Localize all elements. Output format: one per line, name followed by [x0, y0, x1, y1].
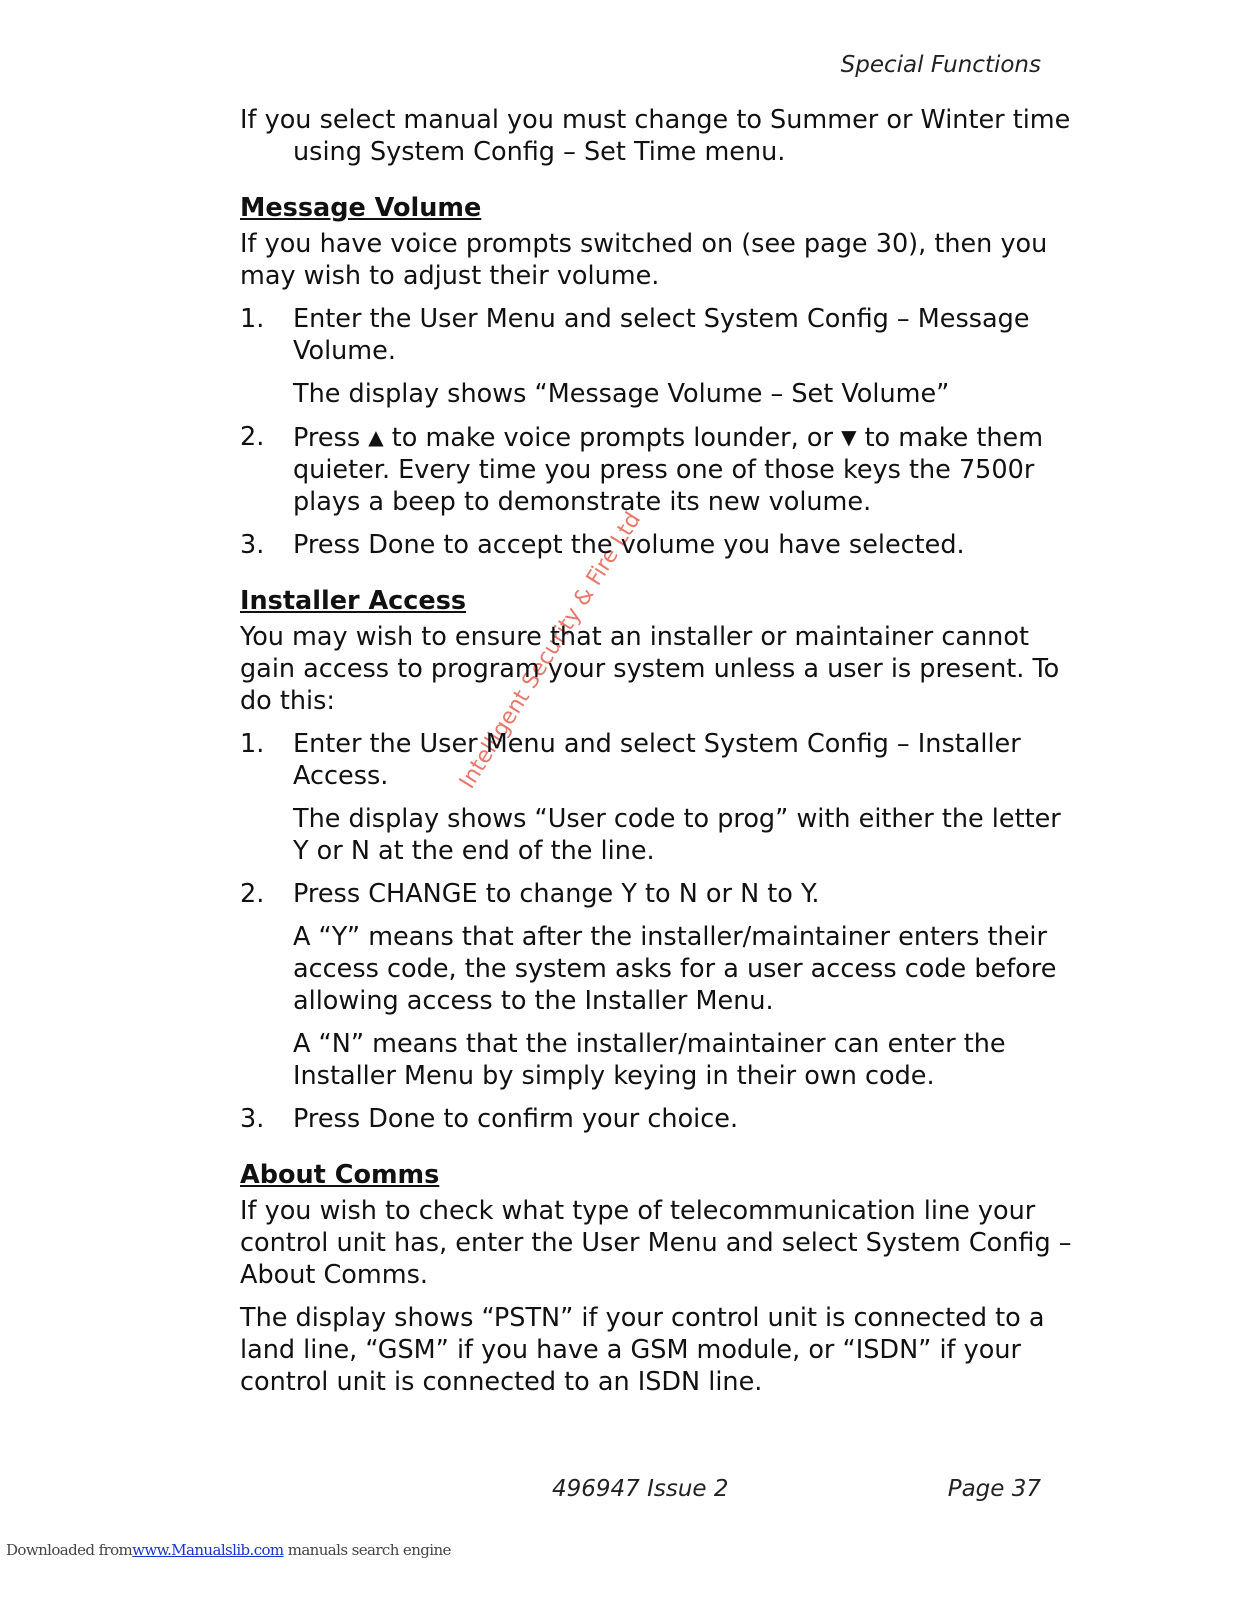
- step-number: 1.: [240, 729, 265, 759]
- step-number: 2.: [240, 422, 265, 452]
- message-volume-intro: If you have voice prompts switched on (see page 30), then you may wish to adjust their volume.: [240, 229, 1048, 291]
- message-volume-step-1: [240, 303, 1080, 367]
- download-suffix: manuals search engine: [287, 1541, 451, 1559]
- installer-access-note-n: A “N” means that the installer/maintainer can enter the Installer Menu by simply keying in their own code.: [293, 1029, 1006, 1091]
- installer-access-step-1-note: The display shows “User code to prog” with either the letter Y or N at the end of the line.: [293, 804, 1061, 866]
- step-text: Press CHANGE to change Y to N or N to Y.: [293, 879, 820, 909]
- installer-access-step-2: [240, 878, 1080, 910]
- step-text: Press Done to confirm your choice.: [293, 1104, 739, 1134]
- watermark: Intelligent Security & Fire Ltd: [455, 508, 647, 794]
- step-text-part: to make them quieter. Every time you press one of those keys the 7500r plays a beep to demonstrate its new volume.: [293, 423, 1044, 517]
- manualslib-link[interactable]: www.Manualslib.com: [132, 1541, 284, 1559]
- installer-access-note-y: A “Y” means that after the installer/maintainer enters their access code, the system asks for a user access code before allowing access to the Installer Menu.: [293, 922, 1057, 1016]
- step-number: 3.: [240, 530, 265, 560]
- step-number: 3.: [240, 1104, 265, 1134]
- message-volume-step-2: [240, 421, 1080, 518]
- step-number: 1.: [240, 304, 265, 334]
- heading-installer-access: Installer Access: [240, 586, 467, 616]
- step-text: Enter the User Menu and select System Config – Message Volume.: [293, 304, 1030, 366]
- heading-about-comms: About Comms: [240, 1160, 440, 1190]
- up-arrow-icon: ▲: [368, 425, 384, 449]
- intro-paragraph: If you select manual you must change to Summer or Winter time using System Config – Set Time menu.: [240, 105, 1071, 167]
- installer-access-intro: You may wish to ensure that an installer or maintainer cannot gain access to program your system unless a user is present. To do this:: [240, 622, 1060, 716]
- step-text-part: to make voice prompts lounder, or: [391, 423, 833, 453]
- step-text-part: Press: [293, 423, 361, 453]
- heading-message-volume: Message Volume: [240, 193, 482, 223]
- step-text: [293, 421, 1080, 518]
- about-comms-paragraph-1: If you wish to check what type of telecommunication line your control unit has, enter the User Menu and select System Config – About Comms.: [240, 1196, 1072, 1290]
- installer-access-step-3: [240, 1103, 1080, 1135]
- about-comms-paragraph-2: The display shows “PSTN” if your control unit is connected to a land line, “GSM” if you have a GSM module, or “ISDN” if your control unit is connected to an ISDN line.: [240, 1303, 1045, 1397]
- page-number: Page 37: [947, 1476, 1041, 1502]
- step-text: Press Done to accept the volume you have selected.: [293, 530, 965, 560]
- message-volume-step-1-note: The display shows “Message Volume – Set Volume”: [293, 379, 950, 409]
- page-content: [240, 104, 1080, 1409]
- running-header: Special Functions: [840, 52, 1041, 78]
- installer-access-step-1: [240, 728, 1080, 792]
- download-credit: [6, 1541, 451, 1559]
- footer-issue: 496947 Issue 2: [552, 1476, 729, 1502]
- step-number: 2.: [240, 879, 265, 909]
- message-volume-step-3: [240, 529, 1080, 561]
- step-text: Enter the User Menu and select System Config – Installer Access.: [293, 729, 1021, 791]
- down-arrow-icon: ▼: [841, 425, 857, 449]
- download-prefix: Downloaded from: [6, 1541, 133, 1559]
